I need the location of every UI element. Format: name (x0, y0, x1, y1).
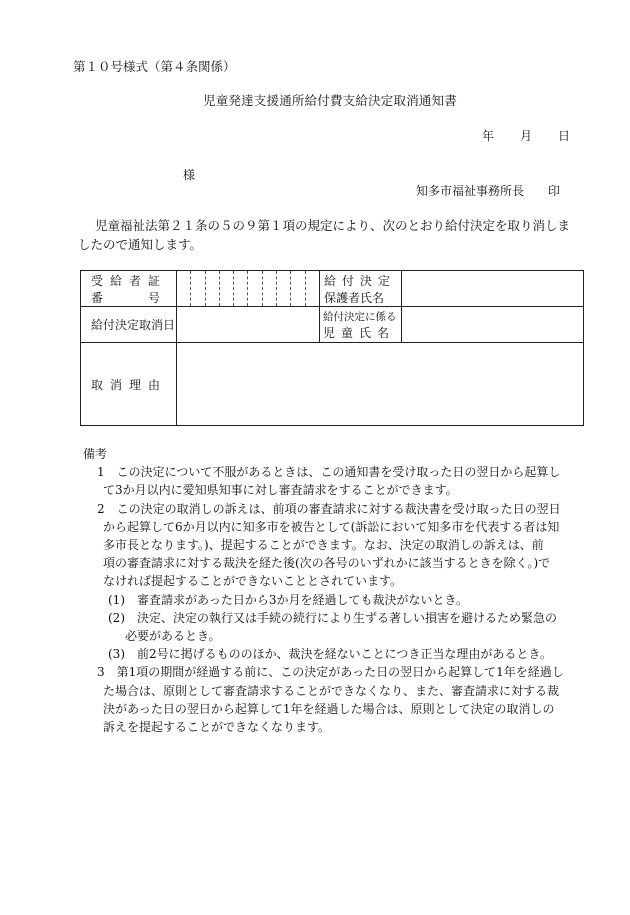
remarks-item-3: 3 第1項の期間が経過する前に、この決定があった日の翌日から起算して1年を経過し (97, 665, 564, 680)
remarks-item-2-cont: なければ提起することができないこととされています。 (103, 574, 403, 589)
remarks-item-3-cont: 訴えを提起することができなくなります。 (103, 720, 331, 735)
cert-number-field[interactable] (177, 271, 320, 307)
remarks-item-2-cont: 多市長となります。)、提起することができます。なお、決定の取消しの訴えは、前 (103, 538, 544, 553)
remarks-heading: 備考 (83, 447, 108, 461)
remarks-item-2-cont: から起算して6か月以内に知多市を被告として(訴訟において知多市を代表する者は知 (103, 519, 560, 534)
remarks-item-1: 1 この決定について不服があるときは、この通知書を受け取った日の翌日から起算し (97, 465, 561, 480)
table-row (81, 271, 584, 307)
cancel-date-label: 給付決定取消日 (81, 307, 177, 343)
remarks-sub-1: (1) 審査請求があった日から3か月を経過しても裁決がないとき。 (108, 592, 469, 607)
issuer: 知多市福祉事務所長 印 (416, 184, 561, 198)
cancel-reason-field[interactable] (177, 343, 584, 426)
remarks-item-1-cont: て3か月以内に愛知県知事に対し審査請求をすることができます。 (103, 483, 458, 498)
remarks-section (85, 445, 590, 736)
child-name-label: 給付決定に係る 児童氏名 (320, 307, 402, 343)
remarks-sub-2-cont: 必要があるとき。 (125, 629, 221, 644)
form-table (80, 270, 584, 426)
date-month: 月 (520, 129, 533, 143)
cert-number-label: 受給者証 番 号 (81, 271, 177, 307)
document-title: 児童発達支援通所給付費支給決定取消通知書 (203, 93, 458, 108)
guardian-name-label: 給付決定 保護者氏名 (320, 271, 402, 307)
date-year: 年 (482, 129, 495, 143)
date-day: 日 (558, 129, 571, 143)
cancel-reason-label: 取消理由 (81, 343, 177, 426)
remarks-sub-2: (2) 決定、決定の執行又は手続の続行により生ずる著しい損害を避けるため緊急の (108, 610, 558, 625)
table-row (81, 343, 584, 426)
remarks-item-2-cont: 項の審査請求に対する裁決を経た後(次の各号のいずれかに該当するときを除く。)で (103, 556, 551, 571)
intro-line-1: 児童福祉法第２１条の５の９第１項の規定により、次のとおり給付決定を取り消しま (95, 218, 571, 233)
remarks-item-3-cont: 決があった日の翌日から起算して1年を経過した場合は、原則として決定の取消しの (103, 701, 555, 716)
table-row (81, 307, 584, 343)
addressee-suffix: 様 (183, 168, 196, 182)
form-number: 第１０号様式（第４条関係） (73, 59, 236, 74)
date-line (482, 127, 570, 144)
remarks-item-3-cont: た場合は、原則として審査請求することができなくなり、また、審査請求に対する裁 (103, 683, 560, 698)
child-name-field[interactable] (402, 307, 584, 343)
remarks-item-2: 2 この決定の取消しの訴えは、前項の審査請求に対する裁決書を受け取った日の翌日 (97, 501, 561, 516)
intro-paragraph (78, 216, 588, 254)
cancel-date-field[interactable] (177, 307, 320, 343)
intro-line-2: したので通知します。 (78, 237, 203, 252)
guardian-name-field[interactable] (402, 271, 584, 307)
remarks-sub-3: (3) 前2号に掲げるもののほか、裁決を経ないことにつき正当な理由があるとき。 (108, 647, 552, 662)
